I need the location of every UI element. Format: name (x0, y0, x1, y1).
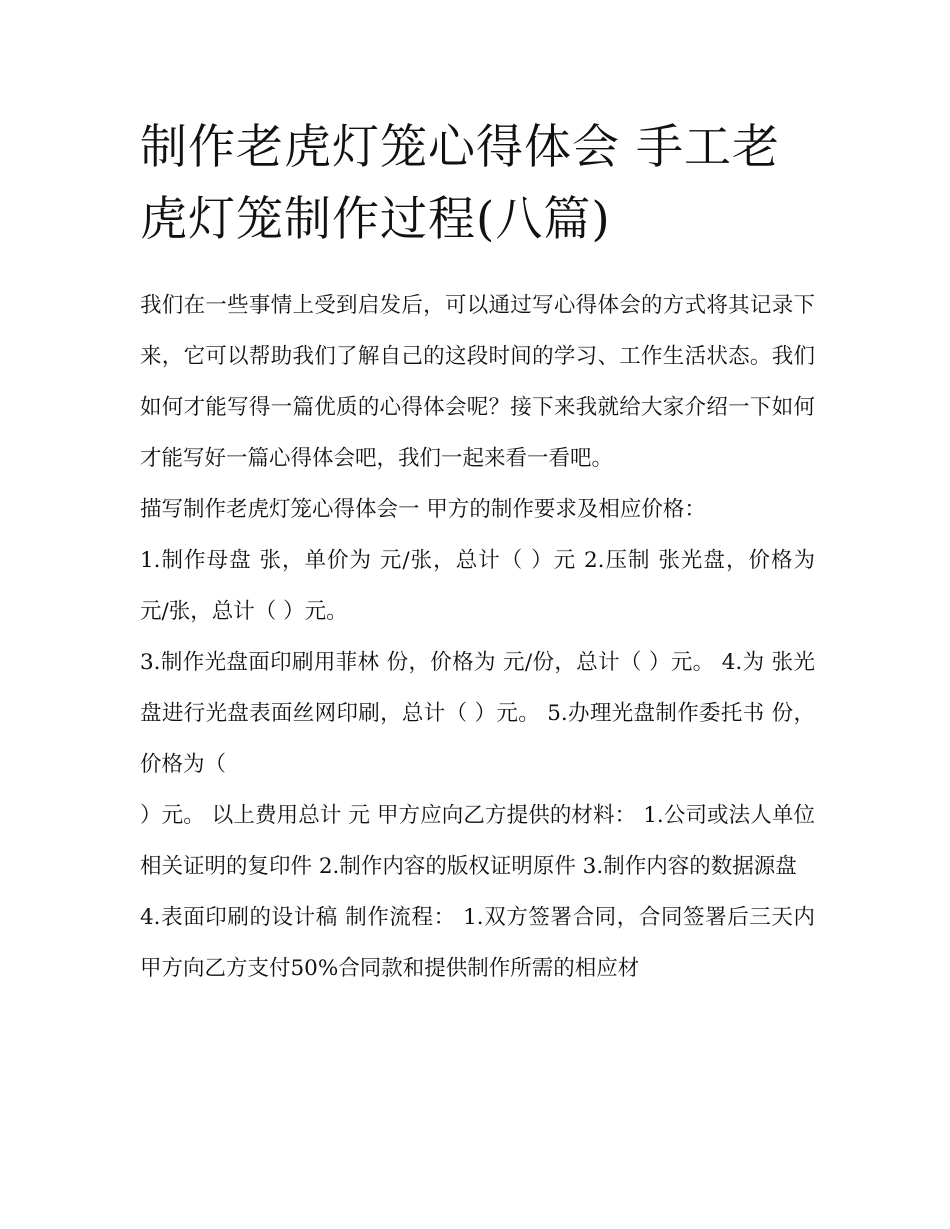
body-paragraph: ）元。 以上费用总计 元 甲方应向乙方提供的材料： 1.公司或法人单位相关证明的复印件 2.制作内容的版权证明原件 3.制作内容的数据源盘 (140, 803, 815, 879)
section-heading-paragraph: 描写制作老虎灯笼心得体会一 甲方的制作要求及相应价格： (140, 497, 706, 522)
document-body (140, 280, 815, 994)
document-title: 制作老虎灯笼心得体会 手工老虎灯笼制作过程(八篇) (140, 120, 780, 247)
body-paragraph: 1.制作母盘 张，单价为 元/张，总计（ ）元 2.压制 张光盘，价格为 元/张，总计（ ）元。 (140, 548, 815, 624)
body-paragraph: 4.表面印刷的设计稿 制作流程： 1.双方签署合同，合同签署后三天内甲方向乙方支付50%合同款和提供制作所需的相应材 (140, 905, 815, 981)
intro-paragraph: 我们在一些事情上受到启发后，可以通过写心得体会的方式将其记录下来，它可以帮助我们了解自己的这段时间的学习、工作生活状态。我们如何才能写得一篇优质的心得体会呢？接下来我就给大家介绍一下如何才能写好一篇心得体会吧，我们一起来看一看吧。 (140, 293, 815, 471)
body-paragraph: 3.制作光盘面印刷用菲林 份，价格为 元/份，总计（ ）元。 4.为 张光盘进行光盘表面丝网印刷，总计（ ）元。 5.办理光盘制作委托书 份，价格为（ (140, 650, 815, 777)
